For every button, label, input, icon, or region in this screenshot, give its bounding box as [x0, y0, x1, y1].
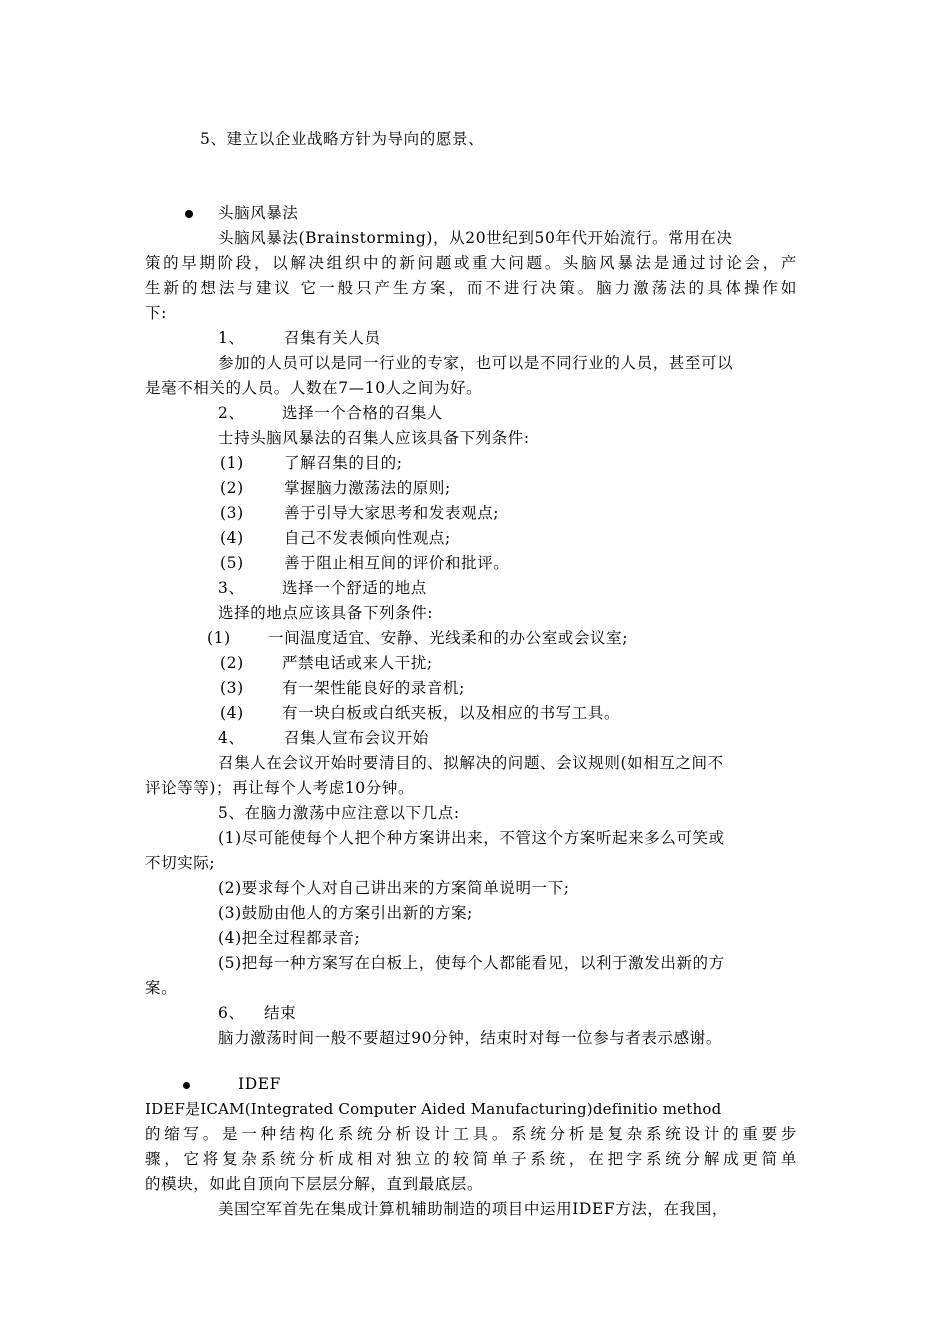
- step3-item-text: 有一块白板或白纸夹板，以及相应的书写工具。: [282, 704, 621, 722]
- step5-item-line: (3)鼓励由他人的方案引出新的方案;: [218, 904, 473, 922]
- step5-item-line: (2)要求每个人对自己讲出来的方案简单说明一下;: [218, 879, 570, 897]
- step1-body-line-1: 参加的人员可以是同一行业的专家，也可以是不同行业的人员，甚至可以: [218, 354, 734, 372]
- bullet-icon: [185, 210, 193, 218]
- step3-item-text: 有一架性能良好的录音机;: [282, 679, 465, 697]
- step4-number: 4、: [218, 729, 245, 747]
- step3-item-number: (3): [220, 679, 244, 697]
- step3-item-number: (4): [220, 704, 244, 722]
- idef-line-4: 的模块，如此自顶向下层层分解，直到最底层。: [145, 1175, 484, 1193]
- brainstorm-heading: 头脑风暴法: [218, 204, 299, 222]
- step6-body: 脑力激荡时间一般不要超过90分钟，结束时对每一位参与者表示感谢。: [218, 1029, 722, 1047]
- idef-line-2: 的缩写。是一种结构化系统分析设计工具。系统分析是复杂系统设计的重要步: [145, 1125, 797, 1143]
- step2-item-text: 掌握脑力激荡法的原则;: [284, 479, 451, 497]
- step3-item-text: 一间温度适宜、安静、光线柔和的办公室或会议室;: [268, 629, 629, 647]
- step1-title: 召集有关人员: [284, 329, 381, 347]
- step2-item-text: 自己不发表倾向性观点;: [284, 529, 451, 547]
- step2-lead: 士持头脑风暴法的召集人应该具备下列条件:: [218, 429, 530, 447]
- step2-item-number: (5): [220, 554, 244, 572]
- step4-body-line-2: 评论等等)；再让每个人考虑10分钟。: [145, 779, 415, 797]
- step5-item-line: (1)尽可能使每个人把个种方案讲出来，不管这个方案听起来多么可笑或: [218, 829, 725, 847]
- brainstorm-intro-line-3: 生新的想法与建议 它一般只产生方案，而不进行决策。脑力激荡法的具体操作如: [145, 279, 797, 297]
- brainstorm-intro-line-1: 头脑风暴法(Brainstorming)，从20世纪到50年代开始流行。常用在决: [218, 229, 733, 247]
- step3-item-text: 严禁电话或来人干扰;: [282, 654, 433, 672]
- idef-line-3: 骤，它将复杂系统分析成相对独立的较简单子系统，在把字系统分解成更简单: [145, 1150, 797, 1168]
- step1-number: 1、: [218, 329, 245, 347]
- step4-title: 召集人宣布会议开始: [284, 729, 429, 747]
- step3-lead: 选择的地点应该具备下列条件:: [218, 604, 434, 622]
- step4-body-line-1: 召集人在会议开始时要清目的、拟解决的问题、会议规则(如相互之间不: [218, 754, 724, 772]
- step5-item-line: 案。: [145, 979, 178, 997]
- step2-item-number: (2): [220, 479, 244, 497]
- idef-line-5: 美国空军首先在集成计算机辅助制造的项目中运用IDEF方法，在我国，: [218, 1200, 728, 1218]
- step2-title: 选择一个合格的召集人: [282, 404, 444, 422]
- step2-item-number: (1): [220, 454, 244, 472]
- brainstorm-intro-line-2: 策的早期阶段，以解决组织中的新问题或重大问题。头脑风暴法是通过讨论会，产: [145, 254, 797, 272]
- step2-item-number: (3): [220, 504, 244, 522]
- step5-lead: 5、在脑力激荡中应注意以下几点:: [218, 804, 460, 822]
- step5-item-line: 不切实际;: [145, 854, 216, 872]
- idef-heading: IDEF: [238, 1075, 282, 1093]
- step3-item-number: (2): [220, 654, 244, 672]
- step2-item-text: 了解召集的目的;: [284, 454, 403, 472]
- step3-item-number: (1): [207, 629, 231, 647]
- bullet-icon: [183, 1082, 190, 1089]
- idef-line-1: IDEF是ICAM(Integrated Computer Aided Manufacturing)definitio method: [145, 1100, 722, 1118]
- step2-number: 2、: [218, 404, 245, 422]
- step3-number: 3、: [218, 579, 245, 597]
- step5-item-line: (4)把全过程都录音;: [218, 929, 361, 947]
- step2-item-text: 善于引导大家思考和发表观点;: [284, 504, 500, 522]
- step2-item-text: 善于阻止相互间的评价和批评。: [284, 554, 510, 572]
- step6-number: 6、: [218, 1004, 245, 1022]
- step6-title: 结束: [264, 1004, 297, 1022]
- step2-item-number: (4): [220, 529, 244, 547]
- brainstorm-intro-line-4: 下:: [145, 304, 167, 322]
- step3-title: 选择一个舒适的地点: [282, 579, 427, 597]
- step5-item-line: (5)把每一种方案写在白板上，使每个人都能看见，以利于激发出新的方: [218, 954, 725, 972]
- step1-body-line-2: 是毫不相关的人员。人数在7—10人之间为好。: [145, 379, 483, 397]
- top-item: 5、建立以企业战略方针为导向的愿景、: [200, 130, 485, 148]
